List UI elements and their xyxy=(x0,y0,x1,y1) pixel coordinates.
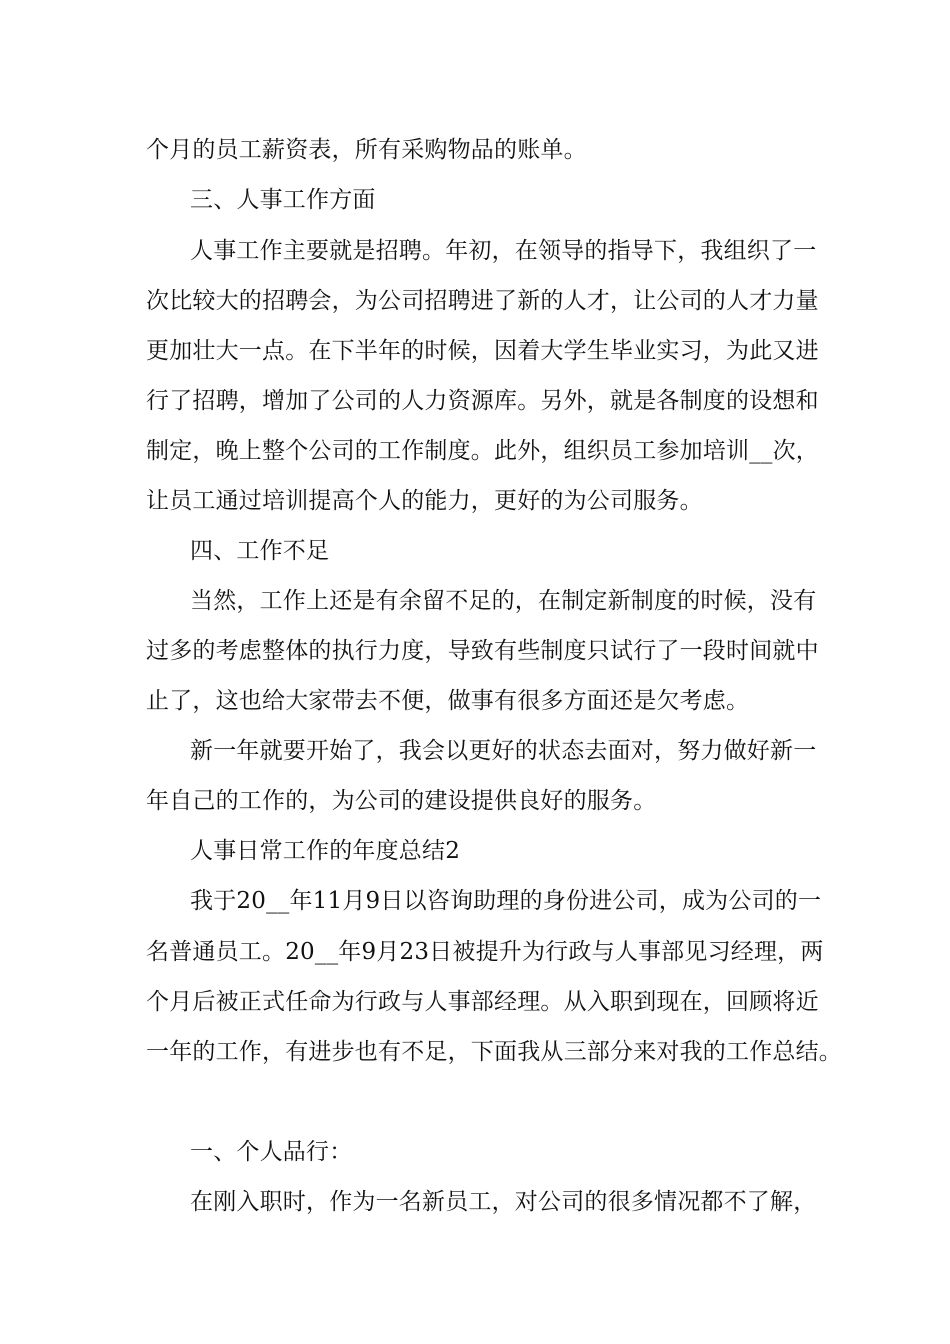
paragraph-line: 个月的员工薪资表，所有采购物品的账单。 xyxy=(146,137,587,163)
paragraph-line: 止了，这也给大家带去不便，做事有很多方面还是欠考虑。 xyxy=(146,688,750,714)
paragraph-line: 人事工作主要就是招聘。年初，在领导的指导下，我组织了一 xyxy=(190,238,817,264)
article-title-2: 人事日常工作的年度总结2 xyxy=(190,838,461,864)
paragraph-line: 新一年就要开始了，我会以更好的状态去面对，努力做好新一 xyxy=(190,738,817,764)
paragraph-line: 行了招聘，增加了公司的人力资源库。另外，就是各制度的设想和 xyxy=(146,388,819,414)
paragraph-line: 制定，晚上整个公司的工作制度。此外，组织员工参加培训__次， xyxy=(146,438,819,464)
paragraph-line: 在刚入职时，作为一名新员工，对公司的很多情况都不了解， xyxy=(190,1189,817,1215)
paragraph-line: 一年的工作，有进步也有不足，下面我从三部分来对我的工作总结。 xyxy=(146,1039,842,1065)
paragraph-line: 当然，工作上还是有余留不足的，在制定新制度的时候，没有 xyxy=(190,588,817,614)
section-heading-personal-conduct: 一、个人品行： xyxy=(190,1139,353,1165)
paragraph-line: 更加壮大一点。在下半年的时候，因着大学生毕业实习，为此又进 xyxy=(146,338,819,364)
paragraph-line: 次比较大的招聘会，为公司招聘进了新的人才，让公司的人才力量 xyxy=(146,288,819,314)
paragraph-line: 年自己的工作的，为公司的建设提供良好的服务。 xyxy=(146,788,657,814)
paragraph-line: 个月后被正式任命为行政与人事部经理。从入职到现在，回顾将近 xyxy=(146,989,819,1015)
paragraph-line: 名普通员工。20__年9月23日被提升为行政与人事部见习经理，两 xyxy=(146,939,824,965)
paragraph-line: 过多的考虑整体的执行力度，导致有些制度只试行了一段时间就中 xyxy=(146,638,819,664)
section-heading-hr-work: 三、人事工作方面 xyxy=(190,187,376,213)
paragraph-line: 让员工通过培训提高个人的能力，更好的为公司服务。 xyxy=(146,488,703,514)
paragraph-line: 我于20__年11月9日以咨询助理的身份进公司，成为公司的一 xyxy=(190,888,822,914)
section-heading-shortcomings: 四、工作不足 xyxy=(190,538,330,564)
